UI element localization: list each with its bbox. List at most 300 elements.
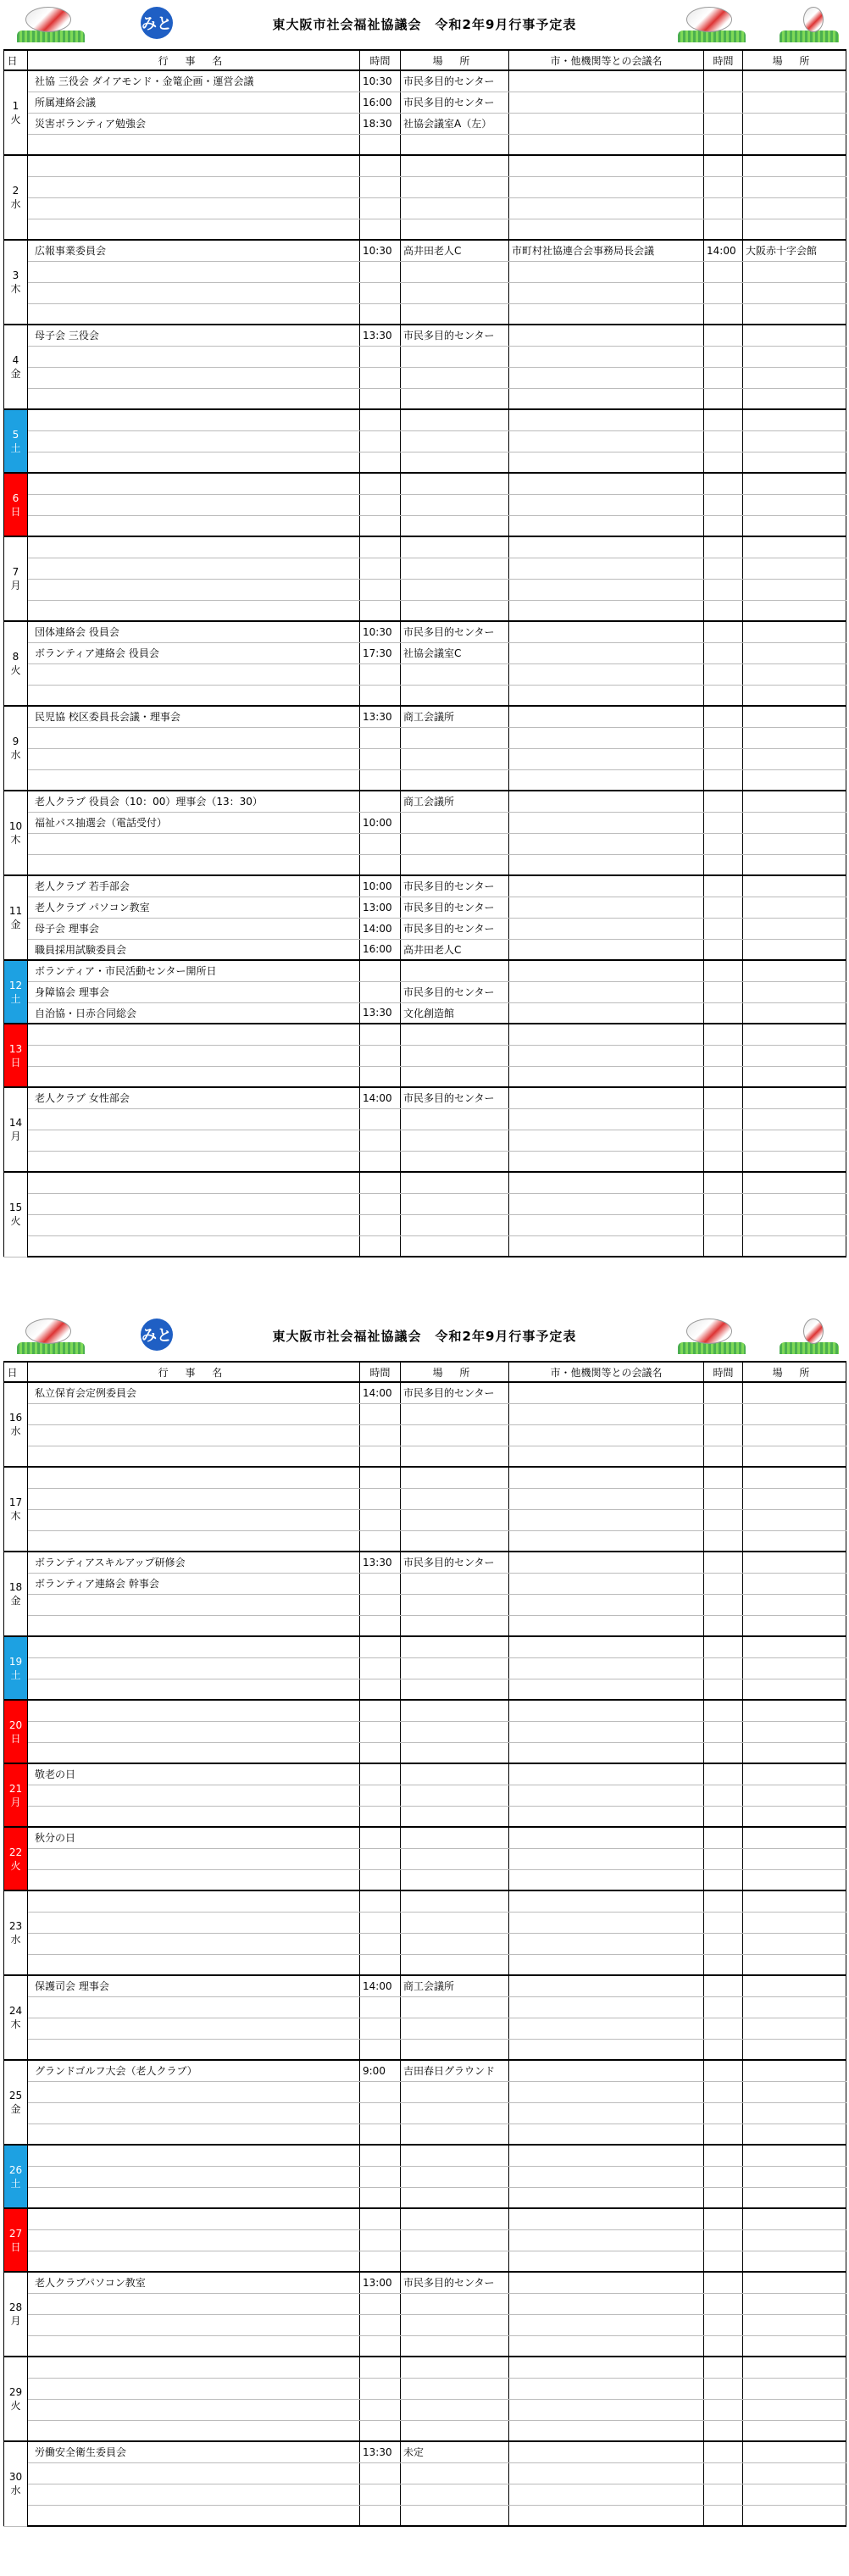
event-place: 高井田老人C xyxy=(401,939,509,960)
event-name xyxy=(28,1657,360,1679)
other-time xyxy=(704,155,743,176)
event-place: 市民多目的センター xyxy=(401,897,509,918)
other-place xyxy=(743,1530,846,1552)
event-place xyxy=(401,1933,509,1954)
other-time xyxy=(704,176,743,197)
header-row xyxy=(4,1362,846,1382)
other-meeting xyxy=(509,1679,704,1700)
other-time xyxy=(704,1424,743,1446)
other-place xyxy=(743,1488,846,1509)
other-place xyxy=(743,2335,846,2357)
other-place xyxy=(743,303,846,325)
event-place xyxy=(401,1573,509,1594)
other-place xyxy=(743,2060,846,2081)
weekday-label: 土 xyxy=(10,1668,21,1681)
event-place xyxy=(401,727,509,748)
event-place xyxy=(401,2484,509,2505)
event-name xyxy=(28,197,360,219)
other-meeting xyxy=(509,1424,704,1446)
other-time xyxy=(704,1151,743,1172)
table-row xyxy=(4,1806,846,1827)
event-name xyxy=(28,494,360,515)
event-name xyxy=(28,1235,360,1257)
event-time xyxy=(360,473,401,494)
other-time xyxy=(704,1530,743,1552)
other-time xyxy=(704,473,743,494)
other-meeting xyxy=(509,536,704,558)
event-name xyxy=(28,2399,360,2420)
other-meeting xyxy=(509,663,704,685)
other-meeting xyxy=(509,2018,704,2039)
other-time xyxy=(704,1721,743,1742)
day-number: 8 xyxy=(12,651,19,663)
other-meeting xyxy=(509,2251,704,2272)
day-number: 3 xyxy=(12,269,19,281)
event-time: 16:00 xyxy=(360,92,401,113)
other-place xyxy=(743,854,846,875)
other-time xyxy=(704,2314,743,2335)
weekday-label: 日 xyxy=(10,1056,21,1069)
other-time xyxy=(704,1235,743,1257)
table-row xyxy=(4,769,846,791)
other-time xyxy=(704,303,743,325)
event-name xyxy=(28,303,360,325)
event-place xyxy=(401,1742,509,1763)
event-name: 秋分の日 xyxy=(28,1827,360,1848)
other-meeting xyxy=(509,1763,704,1785)
other-time xyxy=(704,897,743,918)
event-place xyxy=(401,536,509,558)
day-number: 30 xyxy=(8,2471,23,2484)
event-name xyxy=(28,2187,360,2208)
event-time xyxy=(360,1890,401,1912)
day-cell xyxy=(4,791,28,875)
other-time xyxy=(704,2505,743,2526)
event-name xyxy=(28,1193,360,1214)
event-time xyxy=(360,2335,401,2357)
event-time xyxy=(360,2018,401,2039)
event-name xyxy=(28,1172,360,1193)
event-place xyxy=(401,2399,509,2420)
event-name xyxy=(28,1488,360,1509)
weekday-label: 土 xyxy=(10,441,21,454)
event-place xyxy=(401,1806,509,1827)
day-cell xyxy=(4,70,28,155)
table-row xyxy=(4,1657,846,1679)
other-place xyxy=(743,621,846,642)
event-name xyxy=(28,1446,360,1467)
other-time xyxy=(704,2484,743,2505)
other-meeting xyxy=(509,706,704,727)
event-place xyxy=(401,197,509,219)
table-row xyxy=(4,1785,846,1806)
event-time xyxy=(360,134,401,155)
table-row xyxy=(4,430,846,452)
event-place xyxy=(401,2505,509,2526)
event-name xyxy=(28,2484,360,2505)
event-place xyxy=(401,769,509,791)
col-place2: 場 所 xyxy=(743,50,846,70)
event-time xyxy=(360,1721,401,1742)
event-place xyxy=(401,2145,509,2166)
other-place xyxy=(743,1933,846,1954)
event-time xyxy=(360,2081,401,2102)
event-place xyxy=(401,1615,509,1636)
event-place: 吉田春日グラウンド xyxy=(401,2060,509,2081)
event-name xyxy=(28,1108,360,1130)
event-name: 災害ボランティア勉強会 xyxy=(28,113,360,134)
other-meeting xyxy=(509,176,704,197)
other-meeting xyxy=(509,1130,704,1151)
other-place xyxy=(743,1403,846,1424)
other-meeting xyxy=(509,727,704,748)
table-row xyxy=(4,1151,846,1172)
other-time xyxy=(704,1024,743,1045)
other-place xyxy=(743,1785,846,1806)
ball-icon xyxy=(803,1319,824,1344)
event-time xyxy=(360,1024,401,1045)
day-number: 26 xyxy=(8,2163,23,2176)
other-meeting xyxy=(509,1657,704,1679)
other-place xyxy=(743,113,846,134)
table-row xyxy=(4,367,846,388)
logo: みと xyxy=(141,7,173,39)
table-row xyxy=(4,2314,846,2335)
event-name xyxy=(28,1721,360,1742)
event-time xyxy=(360,2314,401,2335)
day-number: 20 xyxy=(8,1718,23,1731)
event-time: 16:00 xyxy=(360,939,401,960)
table-row xyxy=(4,494,846,515)
event-time xyxy=(360,1403,401,1424)
event-name xyxy=(28,261,360,282)
event-time xyxy=(360,1424,401,1446)
other-meeting xyxy=(509,282,704,303)
other-time xyxy=(704,981,743,1002)
other-meeting xyxy=(509,2145,704,2166)
event-time xyxy=(360,1785,401,1806)
other-meeting xyxy=(509,2314,704,2335)
event-place: 市民多目的センター xyxy=(401,621,509,642)
table-row xyxy=(4,897,846,918)
event-place xyxy=(401,960,509,981)
weekday-label: 日 xyxy=(10,2240,21,2253)
other-place xyxy=(743,2229,846,2251)
event-name xyxy=(28,1424,360,1446)
event-time xyxy=(360,579,401,600)
table-row xyxy=(4,791,846,812)
other-place xyxy=(743,833,846,854)
day-number: 24 xyxy=(8,2005,23,2017)
event-name xyxy=(28,430,360,452)
grass-decoration xyxy=(780,1342,839,1354)
event-time: 10:00 xyxy=(360,875,401,897)
other-meeting xyxy=(509,748,704,769)
event-place xyxy=(401,282,509,303)
event-time xyxy=(360,1996,401,2018)
event-name xyxy=(28,2124,360,2145)
event-name xyxy=(28,2293,360,2314)
table-row xyxy=(4,1975,846,1996)
event-time xyxy=(360,1193,401,1214)
event-place xyxy=(401,1679,509,1700)
other-place xyxy=(743,1235,846,1257)
other-meeting xyxy=(509,1890,704,1912)
table-row xyxy=(4,2505,846,2526)
event-place xyxy=(401,176,509,197)
weekday-label: 木 xyxy=(10,2018,21,2030)
event-name xyxy=(28,2039,360,2060)
col-event: 行 事 名 xyxy=(28,50,360,70)
event-time: 10:30 xyxy=(360,70,401,92)
table-row xyxy=(4,1403,846,1424)
table-row xyxy=(4,1066,846,1087)
event-name xyxy=(28,1530,360,1552)
event-name xyxy=(28,2145,360,2166)
weekday-label: 土 xyxy=(10,2177,21,2190)
other-meeting xyxy=(509,960,704,981)
schedule-table xyxy=(3,49,846,1257)
weekday-label: 木 xyxy=(10,834,21,846)
event-time xyxy=(360,727,401,748)
day-cell xyxy=(4,240,28,325)
event-name xyxy=(28,1700,360,1721)
other-time xyxy=(704,918,743,939)
other-place xyxy=(743,642,846,663)
event-name xyxy=(28,2462,360,2484)
other-place xyxy=(743,536,846,558)
table-row xyxy=(4,2272,846,2293)
other-place xyxy=(743,1151,846,1172)
other-place xyxy=(743,1615,846,1636)
other-meeting xyxy=(509,2462,704,2484)
day-cell xyxy=(4,325,28,409)
event-time xyxy=(360,430,401,452)
other-meeting xyxy=(509,579,704,600)
event-time: 13:00 xyxy=(360,897,401,918)
weekday-label: 金 xyxy=(10,1595,21,1607)
event-name: 老人クラブ 若手部会 xyxy=(28,875,360,897)
other-place xyxy=(743,1594,846,1615)
other-meeting xyxy=(509,2060,704,2081)
table-row xyxy=(4,197,846,219)
event-place xyxy=(401,2335,509,2357)
other-time xyxy=(704,2060,743,2081)
other-place xyxy=(743,1912,846,1933)
day-number: 5 xyxy=(12,428,19,441)
day-number: 7 xyxy=(12,566,19,578)
event-place xyxy=(401,1467,509,1488)
other-place xyxy=(743,2187,846,2208)
other-place xyxy=(743,1679,846,1700)
event-name xyxy=(28,663,360,685)
event-name xyxy=(28,219,360,240)
table-row xyxy=(4,2124,846,2145)
event-place xyxy=(401,2229,509,2251)
other-meeting xyxy=(509,918,704,939)
other-time xyxy=(704,1933,743,1954)
table-row xyxy=(4,621,846,642)
table-row xyxy=(4,1827,846,1848)
event-name: ボランティア・市民活動センター開所日 xyxy=(28,960,360,981)
table-row xyxy=(4,812,846,833)
table-row xyxy=(4,981,846,1002)
table-row xyxy=(4,2039,846,2060)
other-time xyxy=(704,2102,743,2124)
event-place: 社協会議室A（左） xyxy=(401,113,509,134)
event-time: 18:30 xyxy=(360,113,401,134)
event-time: 13:30 xyxy=(360,1552,401,1573)
other-place xyxy=(743,706,846,727)
other-place xyxy=(743,2314,846,2335)
event-name: 広報事業委員会 xyxy=(28,240,360,261)
event-place xyxy=(401,2462,509,2484)
event-name xyxy=(28,1045,360,1066)
event-place xyxy=(401,1214,509,1235)
other-time xyxy=(704,558,743,579)
day-number: 6 xyxy=(12,491,19,504)
event-place xyxy=(401,430,509,452)
table-row xyxy=(4,388,846,409)
event-time xyxy=(360,2039,401,2060)
event-time xyxy=(360,1869,401,1890)
other-place xyxy=(743,92,846,113)
event-time xyxy=(360,1488,401,1509)
event-name xyxy=(28,1403,360,1424)
event-time xyxy=(360,2399,401,2420)
event-place xyxy=(401,409,509,430)
event-place: 社協会議室C xyxy=(401,642,509,663)
other-place xyxy=(743,70,846,92)
event-time xyxy=(360,769,401,791)
other-place xyxy=(743,515,846,536)
day-number: 10 xyxy=(8,820,23,832)
table-row xyxy=(4,452,846,473)
schedule-page-2 xyxy=(0,1312,849,2527)
day-cell xyxy=(4,2145,28,2208)
other-meeting xyxy=(509,1700,704,1721)
other-meeting xyxy=(509,981,704,1002)
event-place xyxy=(401,663,509,685)
table-row xyxy=(4,1636,846,1657)
other-meeting xyxy=(509,2039,704,2060)
event-name: 老人クラブ パソコン教室 xyxy=(28,897,360,918)
other-meeting xyxy=(509,1573,704,1594)
other-time xyxy=(704,1912,743,1933)
other-place xyxy=(743,1024,846,1045)
table-row xyxy=(4,240,846,261)
other-time xyxy=(704,833,743,854)
other-time xyxy=(704,1848,743,1869)
other-meeting xyxy=(509,346,704,367)
other-place xyxy=(743,1193,846,1214)
other-time xyxy=(704,939,743,960)
event-place xyxy=(401,1108,509,1130)
other-meeting xyxy=(509,1933,704,1954)
event-name: グランドゴルフ大会（老人クラブ） xyxy=(28,2060,360,2081)
table-row xyxy=(4,261,846,282)
event-place xyxy=(401,1657,509,1679)
grass-decoration xyxy=(678,1342,746,1354)
other-time xyxy=(704,2018,743,2039)
other-meeting xyxy=(509,2272,704,2293)
event-name: 敬老の日 xyxy=(28,1763,360,1785)
other-place xyxy=(743,388,846,409)
page-title: 東大阪市社会福祉協議会 令和2年9月行事予定表 xyxy=(272,1329,577,1344)
event-time: 13:00 xyxy=(360,2272,401,2293)
event-time xyxy=(360,1912,401,1933)
event-name xyxy=(28,2335,360,2357)
event-place xyxy=(401,1193,509,1214)
other-place xyxy=(743,1742,846,1763)
other-time xyxy=(704,2187,743,2208)
other-place xyxy=(743,1002,846,1024)
table-row xyxy=(4,727,846,748)
other-meeting xyxy=(509,1996,704,2018)
day-cell xyxy=(4,1890,28,1975)
weekday-label: 日 xyxy=(10,505,21,518)
col-time: 時間 xyxy=(360,50,401,70)
table-row xyxy=(4,346,846,367)
day-number: 21 xyxy=(8,1782,23,1795)
other-time xyxy=(704,70,743,92)
other-meeting xyxy=(509,2441,704,2462)
other-meeting xyxy=(509,2166,704,2187)
other-meeting xyxy=(509,388,704,409)
table-row xyxy=(4,1954,846,1975)
event-name xyxy=(28,1467,360,1488)
other-time xyxy=(704,579,743,600)
event-place xyxy=(401,1827,509,1848)
event-place xyxy=(401,2251,509,2272)
other-meeting xyxy=(509,1403,704,1424)
event-place xyxy=(401,1890,509,1912)
table-row xyxy=(4,685,846,706)
event-time xyxy=(360,388,401,409)
event-place xyxy=(401,2018,509,2039)
other-time xyxy=(704,1679,743,1700)
other-time xyxy=(704,1869,743,1890)
event-name xyxy=(28,1933,360,1954)
table-row xyxy=(4,706,846,727)
day-number: 29 xyxy=(8,2386,23,2398)
other-place xyxy=(743,748,846,769)
event-time xyxy=(360,1573,401,1594)
other-place xyxy=(743,1045,846,1066)
other-time xyxy=(704,452,743,473)
other-time xyxy=(704,282,743,303)
event-time: 13:30 xyxy=(360,706,401,727)
event-place xyxy=(401,1235,509,1257)
event-name xyxy=(28,134,360,155)
other-place xyxy=(743,134,846,155)
event-time xyxy=(360,1130,401,1151)
table-row xyxy=(4,2399,846,2420)
other-meeting xyxy=(509,791,704,812)
other-time xyxy=(704,663,743,685)
day-number: 16 xyxy=(8,1412,23,1424)
table-row xyxy=(4,1996,846,2018)
day-cell xyxy=(4,536,28,621)
weekday-label: 火 xyxy=(10,1859,21,1872)
col-day: 日 xyxy=(4,50,28,70)
event-name xyxy=(28,1848,360,1869)
event-place xyxy=(401,1403,509,1424)
col-place: 場 所 xyxy=(401,50,509,70)
event-time xyxy=(360,2166,401,2187)
other-meeting xyxy=(509,219,704,240)
other-time xyxy=(704,1975,743,1996)
